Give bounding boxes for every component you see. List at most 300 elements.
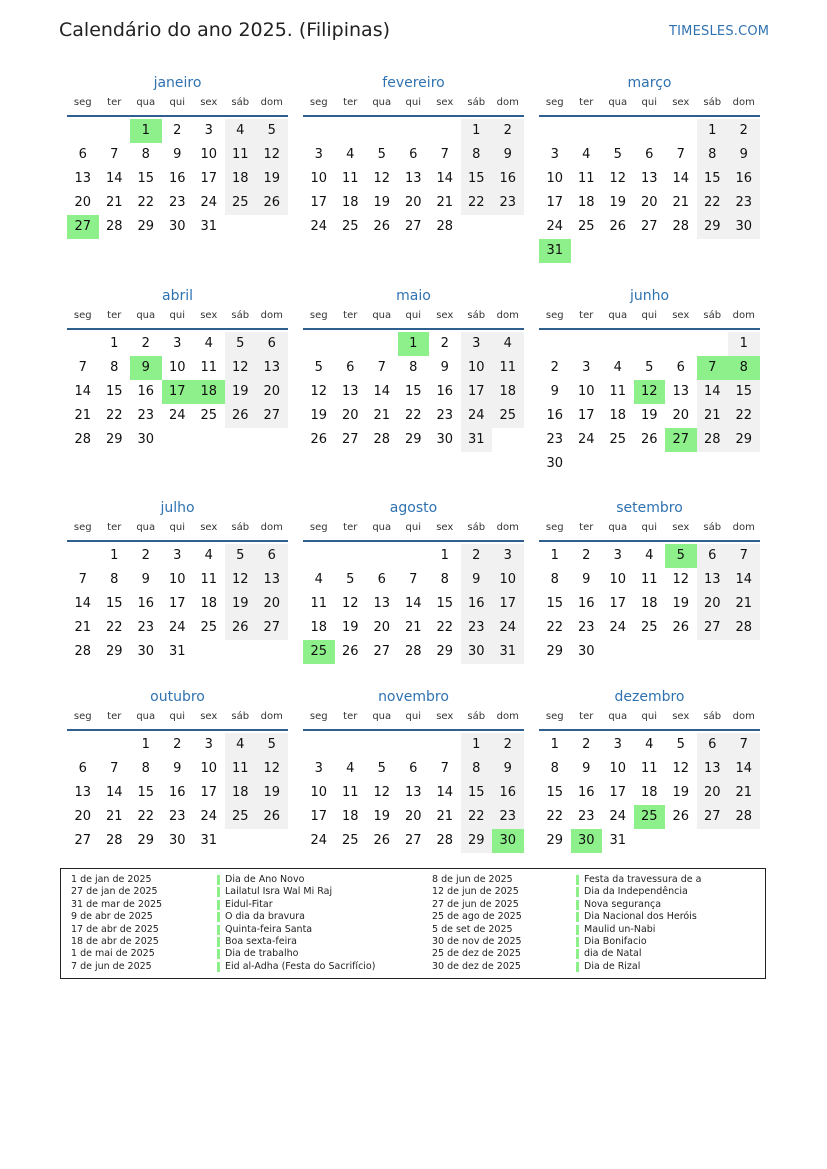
weekday-header: ter: [579, 97, 594, 108]
day-cell: 15: [404, 384, 422, 399]
day-cell: 15: [105, 596, 123, 611]
day-cell: 15: [436, 596, 454, 611]
day-cell: 10: [168, 572, 186, 587]
day-cell: 28: [373, 432, 391, 447]
day-cell: 21: [672, 195, 690, 210]
day-cell: 23: [492, 191, 524, 215]
holiday-marker: [576, 937, 579, 947]
weekday-header: qua: [372, 97, 392, 108]
day-cell: 27: [67, 215, 99, 239]
day-cell: 13: [640, 171, 658, 186]
header-rule: [303, 328, 524, 330]
day-cell: 11: [341, 785, 359, 800]
day-cell: 12: [256, 143, 288, 167]
header-rule: [67, 540, 288, 542]
day-cell: 18: [341, 195, 359, 210]
day-cell: 27: [256, 404, 288, 428]
day-cell: 24: [609, 620, 627, 635]
weekday-header: sex: [200, 97, 218, 108]
day-cell: 14: [728, 757, 760, 781]
day-cell: 18: [640, 785, 658, 800]
day-cell: 19: [672, 785, 690, 800]
day-cell: 17: [609, 785, 627, 800]
day-cell: 28: [672, 219, 690, 234]
day-cell: 2: [173, 737, 182, 752]
day-cell: 6: [697, 544, 729, 568]
day-cell: 14: [436, 785, 454, 800]
legend-holiday-name: Dia de Ano Novo: [225, 874, 305, 885]
day-cell: 24: [546, 219, 564, 234]
day-cell: 5: [645, 360, 654, 375]
day-cell: 25: [200, 620, 218, 635]
day-cell: 7: [78, 572, 87, 587]
day-cell: 17: [200, 171, 218, 186]
day-cell: 10: [609, 572, 627, 587]
holiday-marker: [576, 962, 579, 972]
day-cell: 12: [634, 380, 666, 404]
day-cell: 4: [225, 119, 257, 143]
day-cell: 30: [461, 640, 493, 664]
legend-row: [61, 948, 765, 960]
day-cell: 10: [310, 785, 328, 800]
day-cell: 18: [492, 380, 524, 404]
month-dezembro: [539, 687, 760, 848]
weekday-header: ter: [579, 522, 594, 533]
day-cell: 29: [105, 644, 123, 659]
day-cell: 21: [74, 408, 92, 423]
weekday-header: ter: [579, 711, 594, 722]
header-rule: [67, 328, 288, 330]
day-cell: 10: [577, 384, 595, 399]
day-cell: 30: [436, 432, 454, 447]
day-cell: 25: [225, 805, 257, 829]
day-cell: 15: [546, 596, 564, 611]
day-cell: 21: [105, 195, 123, 210]
day-cell: 26: [373, 219, 391, 234]
day-cell: 31: [539, 239, 571, 263]
day-cell: 12: [341, 596, 359, 611]
day-cell: 6: [256, 332, 288, 356]
legend-date: 25 de dez de 2025: [432, 948, 521, 960]
holiday-marker: [576, 875, 579, 885]
day-cell: 7: [440, 147, 449, 162]
day-cell: 5: [613, 147, 622, 162]
day-cell: 13: [74, 171, 92, 186]
weekday-header: dom: [496, 97, 519, 108]
day-cell: 9: [492, 757, 524, 781]
legend-holiday-name: Lailatul Isra Wal Mi Raj: [225, 886, 333, 898]
weekday-header: sex: [200, 522, 218, 533]
day-cell: 28: [436, 833, 454, 848]
day-cell: 1: [440, 548, 449, 563]
day-cell: 23: [461, 616, 493, 640]
day-cell: 27: [74, 833, 92, 848]
legend-holiday-name: O dia da bravura: [225, 911, 306, 923]
weekday-header: qui: [641, 711, 657, 722]
day-cell: 22: [697, 191, 729, 215]
day-cell: 2: [728, 119, 760, 143]
day-cell: 4: [314, 572, 323, 587]
day-cell: 3: [204, 123, 213, 138]
day-cell: 18: [225, 167, 257, 191]
day-cell: 17: [162, 380, 194, 404]
day-cell: 25: [492, 404, 524, 428]
day-cell: 12: [672, 572, 690, 587]
weekday-header: qua: [136, 310, 156, 321]
day-cell: 27: [665, 428, 697, 452]
day-cell: 22: [546, 620, 564, 635]
legend-date: 9 de abr de 2025: [71, 911, 153, 923]
day-cell: 6: [409, 147, 418, 162]
weekday-header: seg: [73, 310, 92, 321]
day-cell: 31: [200, 833, 218, 848]
day-cell: 1: [550, 548, 559, 563]
weekday-header: ter: [343, 522, 358, 533]
day-cell: 16: [577, 596, 595, 611]
day-cell: 24: [310, 219, 328, 234]
day-cell: 5: [377, 761, 386, 776]
day-cell: 5: [665, 544, 697, 568]
legend-holiday-name: Dia de trabalho: [225, 948, 299, 960]
holiday-marker: [576, 900, 579, 910]
day-cell: 24: [577, 432, 595, 447]
weekday-header: ter: [107, 711, 122, 722]
day-cell: 18: [225, 781, 257, 805]
day-cell: 6: [346, 360, 355, 375]
day-cell: 26: [225, 404, 257, 428]
legend-holiday-name: Festa da travessura de a: [584, 874, 702, 885]
day-cell: 10: [461, 356, 493, 380]
day-cell: 6: [676, 360, 685, 375]
day-cell: 14: [74, 384, 92, 399]
month-maio: [303, 286, 524, 447]
day-cell: 9: [130, 356, 162, 380]
day-cell: 16: [168, 171, 186, 186]
day-cell: 26: [672, 620, 690, 635]
day-cell: 12: [225, 356, 257, 380]
day-cell: 25: [577, 219, 595, 234]
weekday-header: sáb: [703, 310, 722, 321]
day-cell: 13: [256, 568, 288, 592]
weekday-header: seg: [73, 522, 92, 533]
day-cell: 19: [256, 781, 288, 805]
weekday-header: dom: [496, 522, 519, 533]
month-name: agosto: [389, 500, 438, 516]
day-cell: 15: [546, 785, 564, 800]
day-cell: 2: [440, 336, 449, 351]
day-cell: 21: [373, 408, 391, 423]
day-cell: 26: [225, 616, 257, 640]
day-cell: 17: [310, 809, 328, 824]
day-cell: 8: [461, 143, 493, 167]
day-cell: 28: [74, 644, 92, 659]
day-cell: 29: [546, 833, 564, 848]
day-cell: 30: [168, 219, 186, 234]
day-cell: 25: [609, 432, 627, 447]
day-cell: 10: [200, 761, 218, 776]
month-name: novembro: [378, 689, 449, 705]
day-cell: 29: [697, 215, 729, 239]
day-cell: 1: [550, 737, 559, 752]
month-name: janeiro: [153, 75, 202, 91]
day-cell: 28: [74, 432, 92, 447]
day-cell: 24: [168, 620, 186, 635]
day-cell: 28: [105, 833, 123, 848]
legend-row: [61, 961, 765, 973]
weekday-header: qui: [405, 522, 421, 533]
day-cell: 23: [728, 191, 760, 215]
day-cell: 7: [728, 733, 760, 757]
month-julho: [67, 498, 288, 659]
day-cell: 23: [577, 809, 595, 824]
weekday-header: seg: [309, 97, 328, 108]
legend-holiday-name: Eidul-Fitar: [225, 898, 273, 910]
day-cell: 24: [200, 195, 218, 210]
header-rule: [539, 115, 760, 117]
month-name: março: [627, 75, 672, 91]
day-cell: 19: [341, 620, 359, 635]
header-rule: [303, 115, 524, 117]
brand-link[interactable]: TIMESLES.COM: [669, 24, 770, 39]
day-cell: 8: [728, 356, 760, 380]
day-cell: 5: [225, 332, 257, 356]
weekday-header: ter: [579, 310, 594, 321]
day-cell: 1: [398, 332, 430, 356]
day-cell: 22: [546, 809, 564, 824]
day-cell: 31: [492, 640, 524, 664]
day-cell: 18: [640, 596, 658, 611]
day-cell: 27: [640, 219, 658, 234]
day-cell: 7: [377, 360, 386, 375]
day-cell: 12: [256, 757, 288, 781]
day-cell: 21: [436, 195, 454, 210]
weekday-header: sex: [672, 97, 690, 108]
day-cell: 12: [310, 384, 328, 399]
day-cell: 19: [310, 408, 328, 423]
day-cell: 5: [314, 360, 323, 375]
day-cell: 22: [105, 408, 123, 423]
day-cell: 16: [137, 596, 155, 611]
legend-date: 25 de ago de 2025: [432, 911, 522, 923]
month-name: julho: [160, 500, 195, 516]
day-cell: 14: [105, 785, 123, 800]
day-cell: 11: [640, 761, 658, 776]
day-cell: 16: [436, 384, 454, 399]
day-cell: 26: [373, 833, 391, 848]
day-cell: 3: [613, 548, 622, 563]
day-cell: 14: [105, 171, 123, 186]
day-cell: 1: [110, 548, 119, 563]
day-cell: 21: [105, 809, 123, 824]
weekday-header: sáb: [467, 310, 486, 321]
day-cell: 21: [436, 809, 454, 824]
day-cell: 9: [582, 761, 591, 776]
day-cell: 26: [256, 191, 288, 215]
day-cell: 3: [204, 737, 213, 752]
day-cell: 28: [728, 616, 760, 640]
weekday-header: seg: [545, 97, 564, 108]
day-cell: 3: [613, 737, 622, 752]
weekday-header: ter: [107, 310, 122, 321]
day-cell: 24: [492, 616, 524, 640]
weekday-header: seg: [545, 711, 564, 722]
day-cell: 31: [609, 833, 627, 848]
day-cell: 23: [546, 432, 564, 447]
day-cell: 3: [173, 548, 182, 563]
day-cell: 22: [461, 805, 493, 829]
header-rule: [539, 328, 760, 330]
weekday-header: qui: [169, 97, 185, 108]
day-cell: 9: [582, 572, 591, 587]
day-cell: 26: [672, 809, 690, 824]
day-cell: 15: [728, 380, 760, 404]
day-cell: 3: [314, 147, 323, 162]
day-cell: 29: [436, 644, 454, 659]
day-cell: 30: [492, 829, 524, 853]
day-cell: 13: [672, 384, 690, 399]
weekday-header: sáb: [467, 711, 486, 722]
day-cell: 9: [141, 572, 150, 587]
day-cell: 3: [492, 544, 524, 568]
day-cell: 16: [168, 785, 186, 800]
day-cell: 6: [645, 147, 654, 162]
day-cell: 4: [225, 733, 257, 757]
month-name: maio: [396, 288, 431, 304]
legend-date: 8 de jun de 2025: [432, 874, 513, 885]
month-setembro: [539, 498, 760, 659]
day-cell: 30: [137, 644, 155, 659]
day-cell: 27: [697, 805, 729, 829]
legend-date: 18 de abr de 2025: [71, 936, 159, 947]
day-cell: 17: [546, 195, 564, 210]
day-cell: 15: [105, 384, 123, 399]
day-cell: 11: [200, 360, 218, 375]
legend-date: 30 de nov de 2025: [432, 936, 522, 947]
day-cell: 30: [546, 456, 564, 471]
day-cell: 15: [697, 167, 729, 191]
day-cell: 26: [310, 432, 328, 447]
day-cell: 30: [728, 215, 760, 239]
day-cell: 13: [373, 596, 391, 611]
day-cell: 14: [74, 596, 92, 611]
header-rule: [67, 729, 288, 731]
day-cell: 30: [137, 432, 155, 447]
month-agosto: [303, 498, 524, 659]
legend-date: 31 de mar de 2025: [71, 898, 163, 910]
month-outubro: [67, 687, 288, 848]
day-cell: 20: [373, 620, 391, 635]
weekday-header: qui: [169, 522, 185, 533]
legend-date: 12 de jun de 2025: [432, 886, 519, 898]
weekday-header: qui: [169, 310, 185, 321]
weekday-header: dom: [732, 97, 755, 108]
day-cell: 12: [225, 568, 257, 592]
day-cell: 24: [310, 833, 328, 848]
day-cell: 22: [137, 809, 155, 824]
day-cell: 5: [676, 737, 685, 752]
day-cell: 11: [310, 596, 328, 611]
weekday-header: qui: [641, 310, 657, 321]
day-cell: 17: [461, 380, 493, 404]
month-março: [539, 73, 760, 258]
day-cell: 11: [577, 171, 595, 186]
day-cell: 8: [440, 572, 449, 587]
weekday-header: sex: [436, 711, 454, 722]
day-cell: 4: [645, 737, 654, 752]
day-cell: 14: [728, 568, 760, 592]
day-cell: 19: [609, 195, 627, 210]
day-cell: 25: [225, 191, 257, 215]
weekday-header: sex: [436, 310, 454, 321]
month-name: fevereiro: [382, 75, 445, 91]
day-cell: 19: [256, 167, 288, 191]
day-cell: 20: [697, 781, 729, 805]
day-cell: 6: [377, 572, 386, 587]
weekday-header: qua: [136, 522, 156, 533]
legend-row: [61, 924, 765, 936]
day-cell: 20: [404, 809, 422, 824]
holiday-marker: [576, 949, 579, 959]
day-cell: 4: [204, 336, 213, 351]
weekday-header: sex: [672, 522, 690, 533]
day-cell: 11: [225, 757, 257, 781]
weekday-header: dom: [260, 97, 283, 108]
weekday-header: sáb: [231, 522, 250, 533]
day-cell: 25: [634, 805, 666, 829]
legend-row: [61, 899, 765, 911]
day-cell: 1: [130, 119, 162, 143]
day-cell: 7: [409, 572, 418, 587]
day-cell: 13: [341, 384, 359, 399]
legend-row: [61, 936, 765, 948]
weekday-header: qui: [405, 711, 421, 722]
day-cell: 10: [200, 147, 218, 162]
day-cell: 22: [728, 404, 760, 428]
day-cell: 5: [346, 572, 355, 587]
weekday-header: qua: [608, 522, 628, 533]
day-cell: 14: [697, 380, 729, 404]
day-cell: 20: [256, 592, 288, 616]
legend-holiday-name: Dia Nacional dos Heróis: [584, 911, 697, 923]
day-cell: 4: [645, 548, 654, 563]
weekday-header: qua: [608, 97, 628, 108]
day-cell: 30: [168, 833, 186, 848]
day-cell: 19: [672, 596, 690, 611]
day-cell: 23: [577, 620, 595, 635]
day-cell: 15: [137, 171, 155, 186]
month-junho: [539, 286, 760, 471]
weekday-header: dom: [732, 522, 755, 533]
weekday-header: dom: [732, 711, 755, 722]
day-cell: 8: [141, 761, 150, 776]
day-cell: 31: [461, 428, 493, 452]
holiday-marker: [576, 912, 579, 922]
day-cell: 12: [373, 785, 391, 800]
day-cell: 17: [492, 592, 524, 616]
weekday-header: qui: [641, 97, 657, 108]
day-cell: 8: [461, 757, 493, 781]
day-cell: 1: [461, 119, 493, 143]
day-cell: 10: [546, 171, 564, 186]
day-cell: 14: [672, 171, 690, 186]
day-cell: 23: [137, 620, 155, 635]
weekday-header: sáb: [467, 97, 486, 108]
holiday-legend: [60, 868, 766, 979]
day-cell: 24: [609, 809, 627, 824]
day-cell: 4: [346, 761, 355, 776]
day-cell: 2: [582, 737, 591, 752]
weekday-header: qua: [136, 711, 156, 722]
